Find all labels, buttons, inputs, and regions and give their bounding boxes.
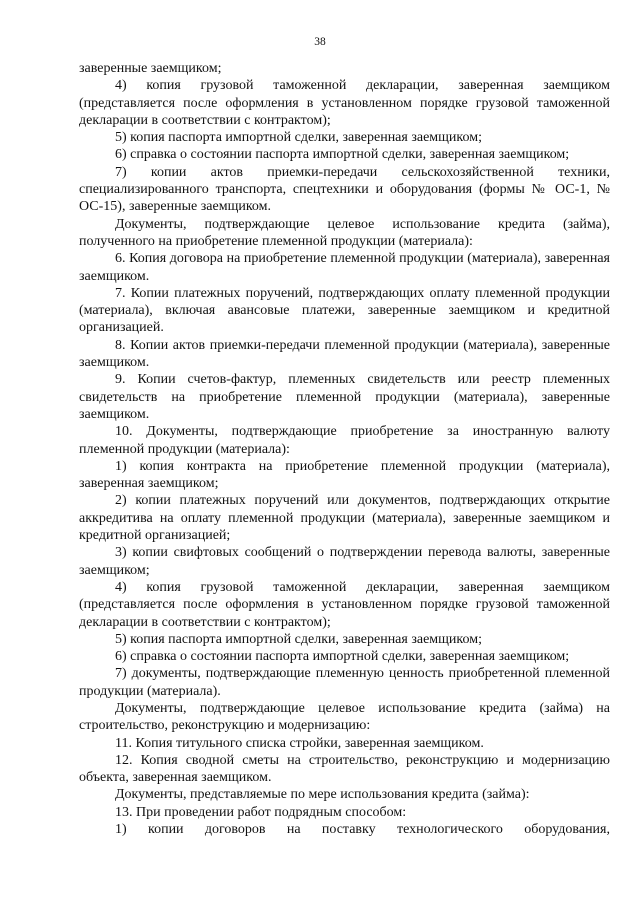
paragraph: Документы, подтверждающие целевое использование кредита (займа), полученного на приобретение племенной продукции (материала): [79,216,610,249]
paragraph: 12. Копия сводной сметы на строительство, реконструкцию и модернизацию объекта, заверенная заемщиком. [79,752,610,786]
paragraph: 5) копия паспорта импортной сделки, заверенная заемщиком; [115,130,483,146]
paragraph: 8. Копии актов приемки-передачи племенной продукции (материала), заверенные заемщиком. [79,337,610,371]
paragraph: 1) копии договоров на поставку технологического оборудования, [115,822,610,838]
paragraph: 9. Копии счетов-фактур, племенных свидетельств или реестр племенных свидетельств на приобретение племенной продукции (материала), заверенные заемщиком. [79,372,610,422]
paragraph: 7. Копии платежных поручений, подтверждающих оплату племенной продукции (материала), включая авансовые платежи, заверенные заемщиком и кредитной организацией. [79,285,610,336]
paragraph: 13. При проведении работ подрядным способом: [115,804,407,820]
paragraph: 5) копия паспорта импортной сделки, заверенная заемщиком; [115,631,483,647]
paragraph: 7) копии актов приемки-передачи сельскохозяйственной техники, специализированного транспорта, спецтехники и оборудования (формы № ОС-1, № ОС-15), заверенные заемщиком. [79,164,610,215]
paragraph: 11. Копия титульного списка стройки, заверенная заемщиком. [115,735,484,751]
page-number: 38 [314,36,326,48]
document-body [79,60,610,838]
paragraph: 3) копии свифтовых сообщений о подтверждении перевода валюты, заверенные заемщиком; [79,545,610,578]
paragraph: 1) копия контракта на приобретение племенной продукции (материала), заверенная заемщиком; [79,458,610,492]
paragraph: 6. Копия договора на приобретение племенной продукции (материала), заверенная заемщиком. [79,251,610,284]
paragraph: 6) справка о состоянии паспорта импортной сделки, заверенная заемщиком; [115,649,570,665]
paragraph: 10. Документы, подтверждающие приобретение за иностранную валюту племенной продукции (материала): [79,424,610,457]
paragraph: Документы, представляемые по мере использования кредита (займа): [115,787,530,803]
paragraph: заверенные заемщиком; [79,61,222,76]
paragraph: 7) документы, подтверждающие племенную ценность приобретенной племенной продукции (материала). [79,666,610,699]
paragraph: 4) копия грузовой таможенной декларации, заверенная заемщиком (представляется после оформления в установленном порядке грузовой таможенной декларации в соответствии с контрактом); [79,579,610,630]
paragraph: 6) справка о состоянии паспорта импортной сделки, заверенная заемщиком; [115,147,570,163]
paragraph: 2) копии платежных поручений или документов, подтверждающих открытие аккредитива на оплату племенной продукции (материала), заверенные заемщиком и кредитной организацией; [79,493,610,544]
paragraph: Документы, подтверждающие целевое использование кредита (займа) на строительство, реконструкцию и модернизацию: [79,700,610,734]
paragraph: 4) копия грузовой таможенной декларации, заверенная заемщиком (представляется после оформления в установленном порядке грузовой таможенной декларации в соответствии с контрактом); [79,78,610,128]
